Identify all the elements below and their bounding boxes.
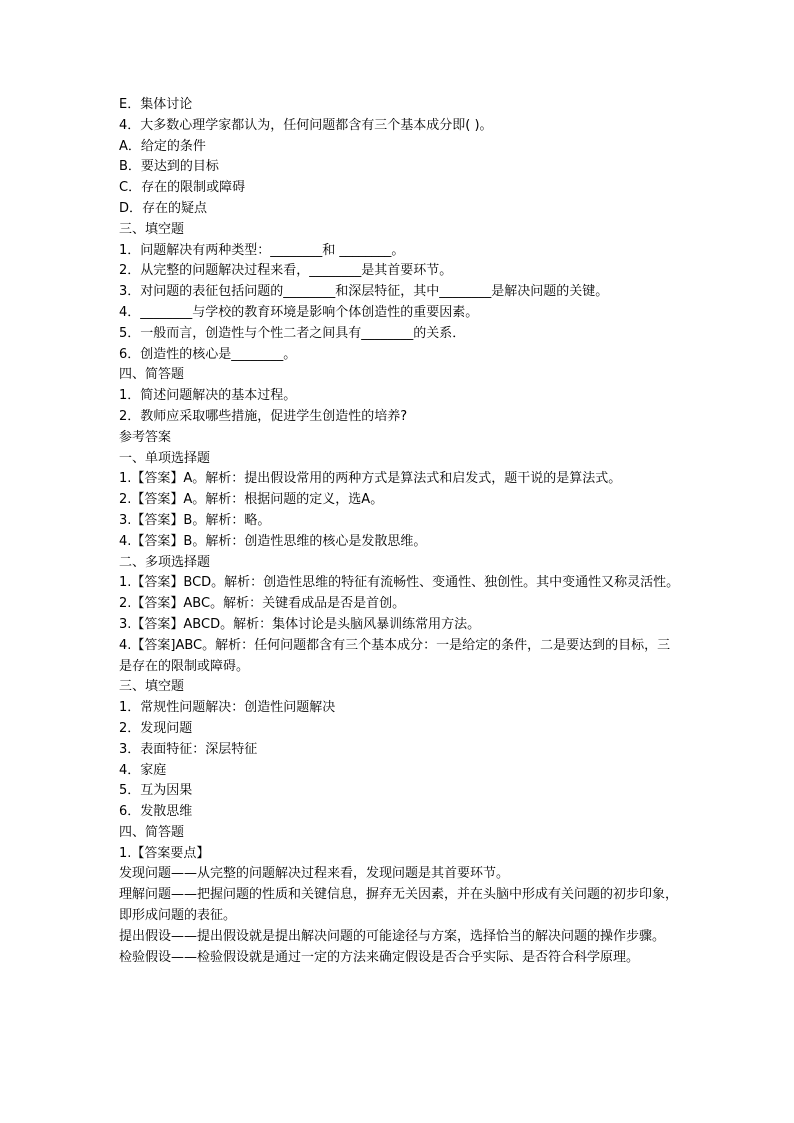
- fill-blank-6: 6．创造性的核心是________。: [119, 346, 297, 362]
- fill-blank-5: 5．一般而言，创造性与个性二者之间具有________的关系．: [119, 325, 466, 341]
- answers-multi-choice-heading: 二、多项选择题: [119, 554, 211, 570]
- answers-short-answer-heading: 四、简答题: [119, 824, 185, 840]
- answer-step-verify: 检验假设——检验假设就是通过一定的方法来确定假设是否合乎实际、是否符合科学原理。: [119, 949, 640, 965]
- answers-heading: 参考答案: [119, 429, 172, 445]
- answer-multi-2: 2.【答案】ABC。解析：关键看成品是否是首创。: [119, 596, 406, 612]
- answers-fill-blank-heading: 三、填空题: [119, 679, 185, 695]
- section-heading-fill-blank: 三、填空题: [119, 221, 185, 237]
- fill-blank-1: 1．问题解决有两种类型：________和 ________。: [119, 242, 405, 258]
- option-b: B．要达到的目标: [119, 159, 219, 175]
- answer-fill-4: 4．家庭: [119, 762, 167, 778]
- answer-single-4: 4.【答案】B。解析：创造性思维的核心是发散思维。: [119, 533, 427, 549]
- answer-multi-1: 1.【答案】BCD。解析：创造性思维的特征有流畅性、变通性、独创性。其中变通性又称灵活性。: [119, 575, 680, 591]
- option-d: D．存在的疑点: [119, 200, 208, 216]
- document-body: [119, 95, 681, 968]
- fill-blank-3: 3．对问题的表征包括问题的________和深层特征，其中________是解决问题的关键。: [119, 284, 609, 300]
- answer-single-2: 2.【答案】A。解析：根据问题的定义，选A。: [119, 492, 384, 508]
- answer-fill-1: 1．常规性问题解决：创造性问题解决: [119, 700, 336, 716]
- short-answer-2: 2．教师应采取哪些措施，促进学生创造性的培养?: [119, 408, 408, 424]
- answer-multi-4: 4.【答案]ABC。解析：任何问题都含有三个基本成分：一是给定的条件，二是要达到的目标，三是存在的限制或障碍。: [119, 637, 671, 674]
- fill-blank-4: 4．________与学校的教育环境是影响个体创造性的重要因素。: [119, 304, 479, 320]
- answer-step-understand: 理解问题——把握问题的性质和关键信息，摒弃无关因素，并在头脑中形成有关问题的初步印象，即形成问题的表征。: [119, 887, 679, 924]
- option-a: A．给定的条件: [119, 138, 206, 154]
- answer-single-3: 3.【答案】B。解析：略。: [119, 512, 271, 528]
- answer-multi-3: 3.【答案】ABCD。解析：集体讨论是头脑风暴训练常用方法。: [119, 616, 481, 632]
- answer-fill-5: 5．互为因果: [119, 783, 193, 799]
- section-heading-short-answer: 四、简答题: [119, 367, 185, 383]
- answer-step-discover: 发现问题——从完整的问题解决过程来看，发现问题是其首要环节。: [119, 866, 510, 882]
- answer-fill-2: 2．发现问题: [119, 720, 193, 736]
- answers-single-choice-heading: 一、单项选择题: [119, 450, 211, 466]
- answer-single-1: 1.【答案】A。解析：提出假设常用的两种方式是算法式和启发式，题干说的是算法式。: [119, 471, 622, 487]
- question-4: 4．大多数心理学家都认为，任何问题都含有三个基本成分即( )。: [119, 117, 493, 133]
- option-e: E．集体讨论: [119, 97, 193, 112]
- answer-short-1-heading: 1.【答案要点】: [119, 845, 210, 861]
- answer-fill-6: 6．发散思维: [119, 804, 193, 820]
- short-answer-1: 1．简述问题解决的基本过程。: [119, 388, 297, 404]
- answer-fill-3: 3．表面特征：深层特征: [119, 741, 258, 757]
- option-c: C．存在的限制或障碍: [119, 180, 246, 196]
- fill-blank-2: 2．从完整的问题解决过程来看，________是其首要环节。: [119, 263, 453, 279]
- answer-step-hypothesize: 提出假设——提出假设就是提出解决问题的可能途径与方案，选择恰当的解决问题的操作步骤。: [119, 928, 666, 944]
